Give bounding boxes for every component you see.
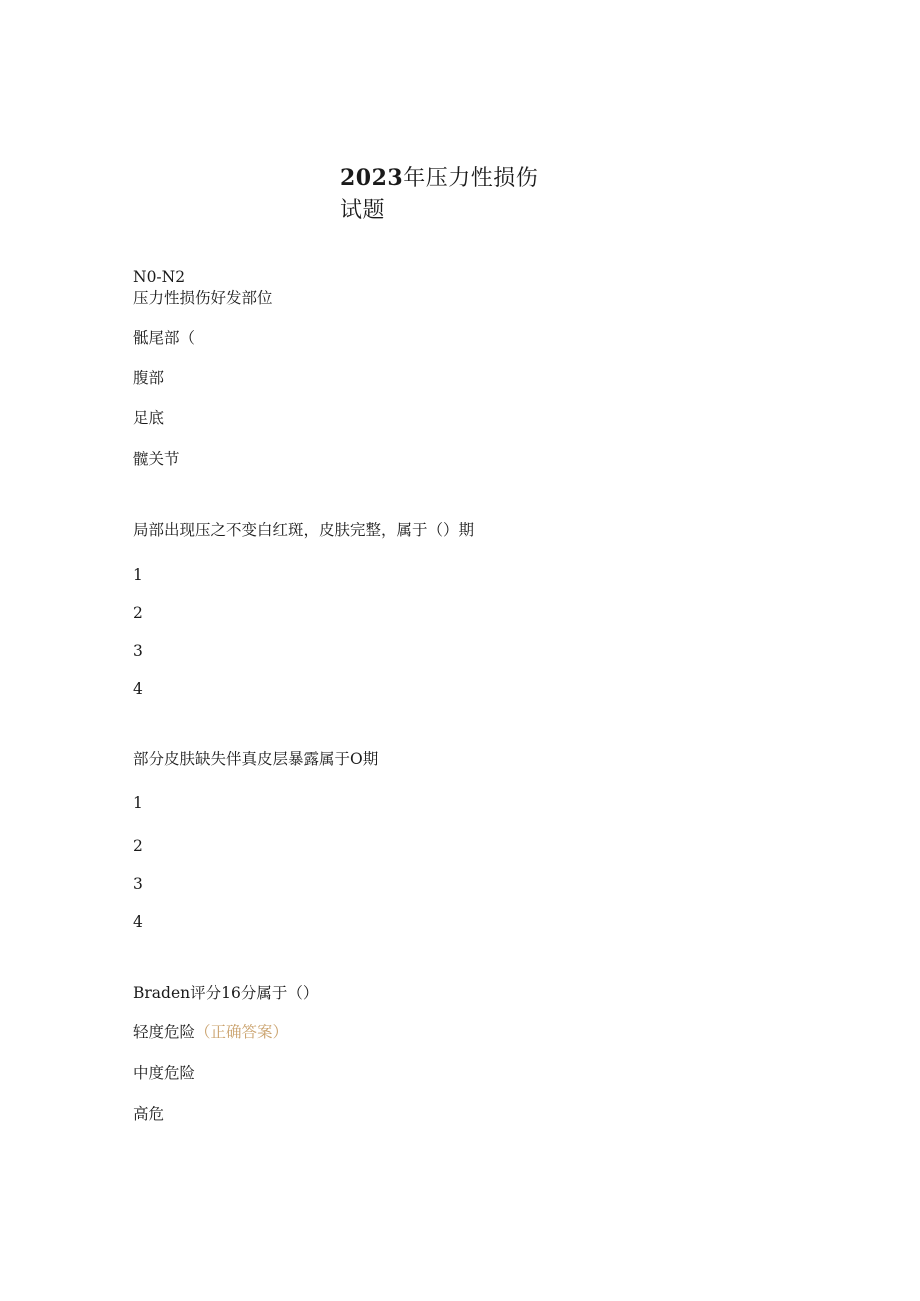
- question-4-option-2: 中度危险: [133, 1064, 196, 1082]
- question-3-option-1: 1: [133, 794, 143, 812]
- correct-answer-mark: （正确答案）: [195, 1023, 289, 1041]
- question-2-option-2: 2: [133, 604, 143, 622]
- question-2-option-4: 4: [133, 680, 143, 698]
- section-code: N0-N2: [133, 268, 186, 286]
- question-3-stem: 部分皮肤缺失伴真皮层暴露属于O期: [133, 750, 379, 768]
- question-3-option-3: 3: [133, 875, 143, 893]
- title-year: 2023: [340, 165, 404, 191]
- question-4-option-3: 高危: [133, 1105, 165, 1123]
- question-4-stem: Braden评分16分属于（）: [133, 984, 319, 1002]
- question-1-option-1: 骶尾部（: [133, 329, 196, 347]
- question-1-option-3: 足底: [133, 409, 165, 427]
- document-title: [340, 163, 538, 194]
- question-1-option-2: 腹部: [133, 369, 165, 387]
- question-2-option-3: 3: [133, 642, 143, 660]
- question-2-stem: 局部出现压之不变白红斑，皮肤完整，属于（）期: [133, 521, 475, 539]
- document-title-line2: 试题: [340, 198, 386, 223]
- question-4-option-1-text: 轻度危险: [133, 1023, 196, 1041]
- question-1-option-4: 髋关节: [133, 450, 180, 468]
- title-text: 年压力性损伤: [403, 166, 539, 191]
- question-3-option-4: 4: [133, 913, 143, 931]
- question-4-option-1: [133, 1021, 288, 1043]
- question-2-option-1: 1: [133, 566, 143, 584]
- question-1-stem: 压力性损伤好发部位: [133, 289, 273, 307]
- question-3-option-2: 2: [133, 837, 143, 855]
